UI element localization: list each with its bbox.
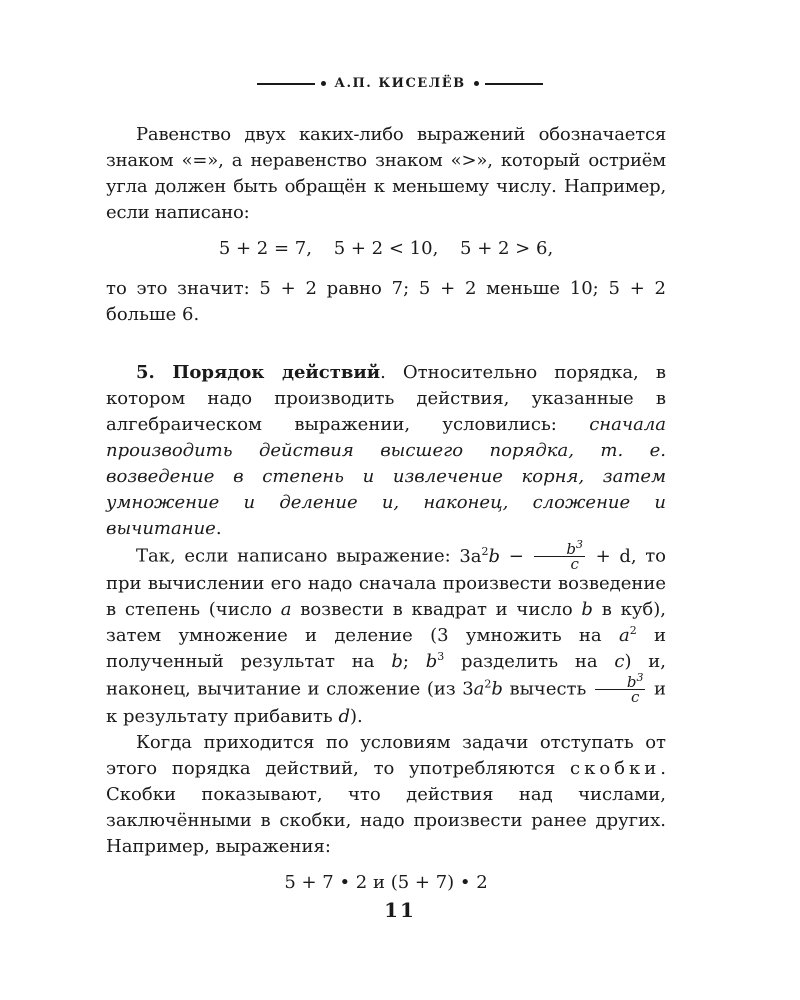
equations-block-2: 5 + 7 • 2 и (5 + 7) • 2 <box>284 872 488 893</box>
running-header <box>0 76 800 91</box>
equations-block-1 <box>106 236 666 262</box>
equation: 5 + 2 > 6, <box>460 238 554 259</box>
header-ornament-right <box>468 81 543 86</box>
section-5-paragraph: 5. Порядок действий. Относительно порядка, в котором надо производить действия, указанные в алгебраическом выражении, условились: сначала производить действия высшего порядка, т. е. возведение в степень и извлечение корня, затем умножение и деление и, наконец, сложение и вычитание. <box>106 362 666 539</box>
expression: $3a^2b$ − $\frac{b^3}{c}$ + d, <box>459 538 637 573</box>
term-brackets: скобки <box>570 758 661 779</box>
paragraph-brackets: Когда приходится по условиям задачи отступать от этого порядка действий, то употребляются скобки. Скобки показывают, что действия над числами, заключёнными в скобки, надо произвести ранее других. Например, выражения: <box>106 732 666 857</box>
fraction: $\frac{b^3}{c}$ <box>534 542 585 571</box>
page-number: 11 <box>384 898 416 922</box>
fraction: $\frac{b^3}{c}$ <box>595 675 646 704</box>
header-ornament-left <box>257 81 332 86</box>
paragraph-example: Так, если написано выражение: $3a^2b$ − $\frac{b^3}{c}$ + d, то при вычислении его надо сначала произвести возведение в степень (число a возвести в квадрат и число b в куб), затем умножение и деление (3 умножить на $a^2$ и полученный результат на b; $b^3$ разделить на c) и, наконец, вычитание и сложение (из $3a^2b$ вычесть $\frac{b^3}{c}$ и к результату прибавить d). <box>106 538 667 727</box>
rule-italic: сначала производить действия высшего порядка, т. е. возведение в степень и извлечение корня, затем умножение и деление и, наконец, сложение и вычитание <box>106 414 666 539</box>
equation: 5 + 2 < 10, <box>333 238 439 259</box>
paragraph-meaning: то это значит: 5 + 2 равно 7; 5 + 2 меньше 10; 5 + 2 больше 6. <box>106 278 666 325</box>
section-heading: 5. Порядок действий <box>136 362 381 383</box>
header-title: А.П. КИСЕЛЁВ <box>334 76 466 91</box>
paragraph-equality: Равенство двух каких-либо выражений обозначается знаком «=», а неравенство знаком «>», который остриём угла должен быть обращён к меньшему числу. Например, если написано: <box>106 124 666 223</box>
body-text <box>106 122 666 910</box>
equation: 5 + 2 = 7, <box>218 238 312 259</box>
